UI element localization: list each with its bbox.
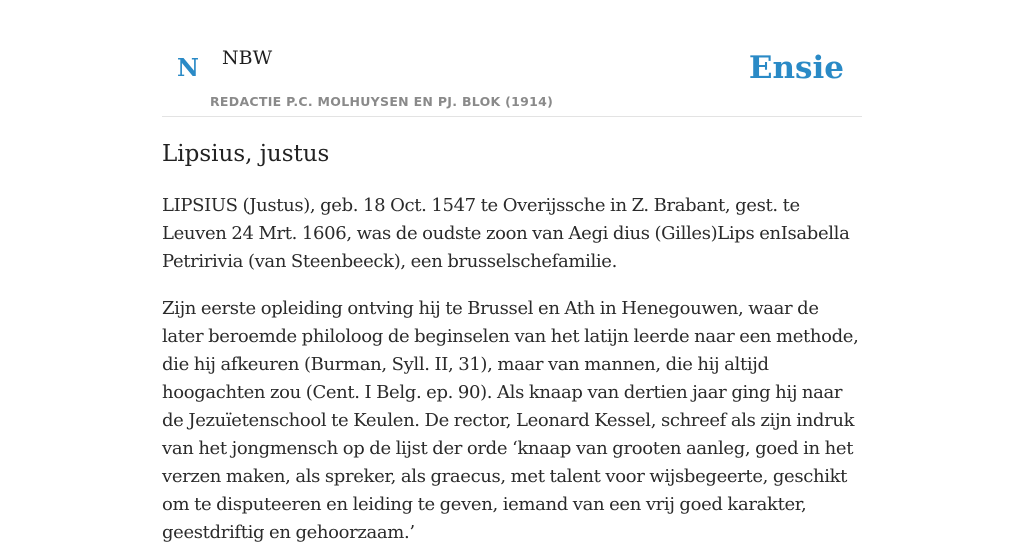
article-title: Lipsius, justus — [162, 141, 330, 167]
article — [162, 138, 862, 547]
site-header — [162, 0, 862, 117]
source-editors: REDACTIE P.C. MOLHUYSEN EN PJ. BLOK (1914) — [210, 94, 554, 109]
ensie-logo-link[interactable]: Ensie — [748, 50, 844, 86]
article-paragraph-1: LIPSIUS (Justus), geb. 18 Oct. 1547 te Overijssche in Z. Brabant, gest. te Leuven 24 Mrt. 1606, was de oudste zoon van Aegi dius (Gilles)Lips enIsabella Petririvia (van Steenbeeck), een brusselschefamilie. — [162, 195, 850, 272]
source-logo[interactable]: N — [177, 53, 199, 82]
source-name-link[interactable]: NBW — [222, 47, 273, 69]
article-paragraph-2: Zijn eerste opleiding ontving hij te Brussel en Ath in Henegouwen, waar de later beroemde philoloog de beginselen van het latijn leerde naar een methode, die hij afkeuren (Burman, Syll. II, 31), maar van mannen, die hij altijd hoogachten zou (Cent. I Belg. ep. 90). Als knaap van dertien jaar ging hij naar de Jezuïetenschool te Keulen. De rector, Leonard Kessel, schreef als zijn indruk van het jongmensch op de lijst der orde ‘knaap van grooten aanleg, goed in het verzen maken, als spreker, als graecus, met talent voor wijsbegeerte, geschikt om te disputeeren en leiding te geven, iemand van een vrij goed karakter, geestdriftig en gehoorzaam.’ — [162, 298, 859, 543]
